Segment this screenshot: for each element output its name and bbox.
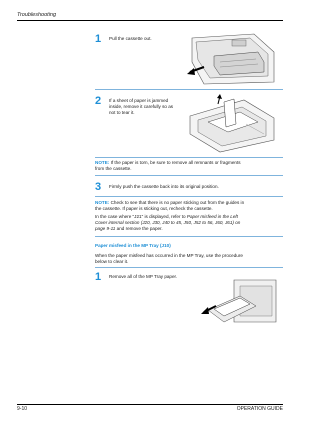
note-text: is displayed, refer to [143,213,187,219]
running-header: Troubleshooting [17,12,57,18]
separator [95,89,283,90]
remove-jammed-paper-illustration [184,94,278,154]
note-paper-sticking-out [95,200,278,232]
section-intro [95,253,278,265]
section-intro-line: When the paper misfeed has occurred in the MP Tray, use the procedure [95,253,243,258]
section-heading: Paper misfeed in the MP Tray (J10) [95,243,171,248]
step-2-number: 2 [95,95,102,107]
footer-rule [17,404,283,405]
note-text: from the cassette. [95,166,132,171]
section-intro-line: below to clear it. [95,259,129,264]
step-1-text: Pull the cassette out. [109,36,152,41]
step-2-text-line: inside, remove it carefully so as [109,104,174,109]
step-3-text: Firmly push the cassette back into its original position. [109,184,219,189]
note-torn-paper [95,160,278,172]
step-3-number: 3 [95,181,102,193]
note-label: NOTE: [95,160,110,165]
page-number: 9-10 [17,406,28,412]
note-text: Check to see that there is no paper sticking out from the guides in [109,200,245,205]
separator [95,236,283,237]
mp-tray-illustration [200,276,278,328]
step-2-text-line: If a sheet of paper is jammed [109,98,169,103]
page-reference-link[interactable]: page 9-11 [95,225,116,231]
note-text: and remove the paper. [115,225,163,231]
separator [95,267,283,268]
note-text: In the case where [95,213,133,219]
step-2-text-line: not to tear it. [109,110,135,115]
mp-step-1-text: Remove all of the MP Tray paper. [109,274,178,279]
separator [95,157,283,158]
separator [95,175,283,176]
note-text: the cassette. If paper is sticking out, recheck the cassette. [95,206,213,211]
cross-reference-link[interactable]: Paper misfeed in the Left [186,213,238,219]
error-code: "J21" [132,213,144,219]
mp-step-1-number: 1 [95,271,102,283]
note-label: NOTE: [95,200,110,205]
cross-reference-link[interactable]: Cover internal section (J20, J30, J40 to 45, J50, J52 to 56, J60, J61) on [95,219,241,225]
guide-title: OPERATION GUIDE [236,406,283,412]
cassette-pull-illustration [184,32,278,86]
separator [95,196,283,197]
step-1-number: 1 [95,33,102,45]
header-rule [17,20,283,21]
note-text: If the paper is torn, be sure to remove all remnants or fragments [109,160,241,165]
step-2-text [109,98,173,116]
